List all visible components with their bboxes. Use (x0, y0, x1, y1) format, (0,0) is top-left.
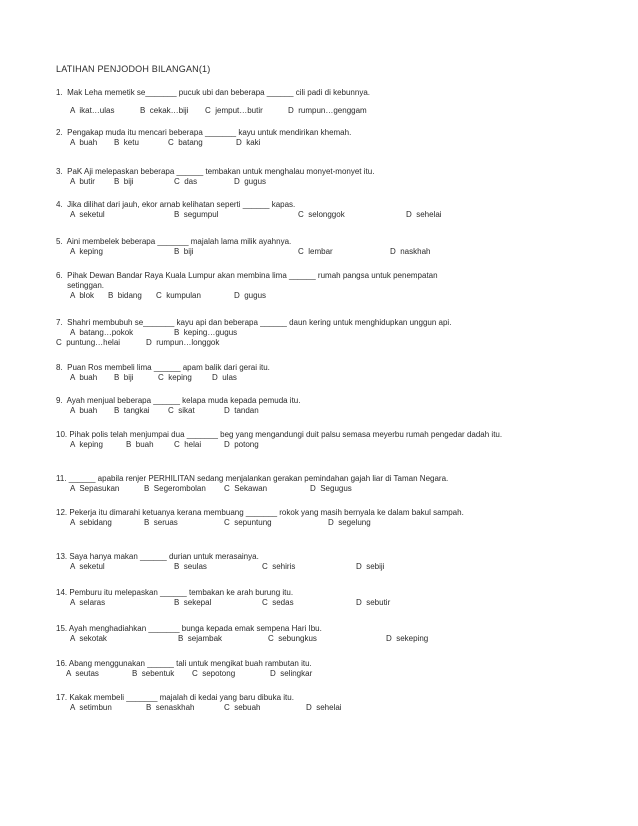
options (56, 484, 448, 494)
option-c: C sepotong (192, 669, 236, 678)
options (56, 210, 442, 220)
question-text: 9. Ayah menjual beberapa ______ kelapa muda kepada pemuda itu. (56, 396, 301, 405)
question-10 (56, 430, 522, 450)
question-text: 8. Puan Ros membeli lima ______ apam balik dari gerai itu. (56, 363, 270, 372)
options-row-2 (56, 338, 451, 348)
option-c: C sebuah (224, 703, 261, 712)
question-16 (56, 659, 312, 679)
option-c: C sikat (168, 406, 195, 415)
option-a: A selaras (70, 598, 106, 607)
option-b: B sekepal (174, 598, 212, 607)
option-d: D Segugus (310, 484, 352, 493)
option-a: A seutas (66, 669, 99, 678)
question-text: 3. PaK Aji melepaskan beberapa ______ tembakan untuk menghalau monyet-monyet itu. (56, 167, 375, 176)
options (56, 177, 374, 187)
options (56, 106, 370, 116)
question-6 (56, 271, 438, 301)
option-d: D sebutir (356, 598, 391, 607)
option-a: A buah (70, 138, 98, 147)
question-4 (56, 200, 442, 220)
question-text: 4. Jika dilihat dari jauh, ekor arnab kelihatan seperti ______ kapas. (56, 200, 296, 209)
option-a: A sekotak (70, 634, 107, 643)
options (56, 440, 522, 450)
option-c: C keping (158, 373, 192, 382)
question-text: 7. Shahri membubuh se_______ kayu api dan beberapa ______ daun kering untuk menghidupkan unggun api. (56, 318, 452, 327)
option-a: A blok (70, 291, 95, 300)
option-a: A batang…pokok (70, 328, 134, 337)
question-3 (56, 167, 374, 187)
option-b: B segumpul (174, 210, 219, 219)
option-a: A ikat…ulas (70, 106, 115, 115)
question-13 (56, 552, 385, 572)
option-b: B Segerombolan (144, 484, 206, 493)
option-a: A buah (70, 406, 98, 415)
option-b: B biji (114, 177, 134, 186)
question-2 (56, 128, 351, 148)
options (56, 669, 312, 679)
question-text: 1. Mak Leha memetik se_______ pucuk ubi dan beberapa ______ cili padi di kebunnya. (56, 88, 370, 97)
question-text: 16. Abang menggunakan ______ tali untuk mengikat buah rambutan itu. (56, 659, 312, 668)
options (56, 598, 391, 608)
option-c: C sebungkus (268, 634, 317, 643)
options (56, 291, 438, 301)
option-c: C helai (174, 440, 202, 449)
options (56, 328, 451, 338)
option-d: D potong (224, 440, 259, 449)
option-a: A seketul (70, 562, 105, 571)
option-d: D sehelai (406, 210, 442, 219)
question-1 (56, 88, 370, 116)
option-c: C sehiris (262, 562, 296, 571)
option-c: C kumpulan (156, 291, 201, 300)
option-a: A setimbun (70, 703, 112, 712)
option-b: B sejambak (178, 634, 223, 643)
option-d: D sebiji (356, 562, 385, 571)
question-5 (56, 237, 431, 257)
worksheet-title: LATIHAN PENJODOH BILANGAN(1) (56, 64, 211, 74)
option-c: C sepuntung (224, 518, 272, 527)
option-a: A butir (70, 177, 95, 186)
options (56, 634, 429, 644)
option-b: B ketu (114, 138, 139, 147)
option-b: B tangkai (114, 406, 150, 415)
question-text: 10. Pihak polis telah menjumpai dua _______ beg yang mengandungi duit palsu semasa meyerbu rumah pengedar dadah itu. (56, 430, 503, 439)
option-d: D sehelai (306, 703, 342, 712)
options (56, 247, 431, 257)
question-12 (56, 508, 522, 528)
option-d: D ulas (212, 373, 237, 382)
option-c: C puntung…helai (56, 338, 121, 347)
question-14 (56, 588, 391, 608)
question-11 (56, 474, 448, 494)
question-17 (56, 693, 342, 713)
option-a: A seketul (70, 210, 105, 219)
option-c: C Sekawan (224, 484, 268, 493)
option-b: B senaskhah (146, 703, 195, 712)
options (56, 703, 342, 713)
option-d: D sekeping (386, 634, 429, 643)
option-a: A Sepasukan (70, 484, 120, 493)
option-b: B seulas (174, 562, 207, 571)
option-b: B sebentuk (132, 669, 175, 678)
option-b: B buah (126, 440, 154, 449)
option-d: D gugus (234, 291, 267, 300)
options (56, 373, 270, 383)
option-b: B seruas (144, 518, 178, 527)
option-b: B biji (174, 247, 194, 256)
option-c: C batang (168, 138, 203, 147)
option-a: A buah (70, 373, 98, 382)
option-a: A keping (70, 440, 103, 449)
option-d: D naskhah (390, 247, 431, 256)
option-d: D selingkar (270, 669, 313, 678)
option-c: C selonggok (298, 210, 345, 219)
options (56, 562, 385, 572)
question-9 (56, 396, 300, 416)
question-text: 12. Pekerja itu dimarahi ketuanya kerana membuang _______ rokok yang masih bernyala ke dalam bakul sampah. (56, 508, 464, 517)
option-b: B biji (114, 373, 134, 382)
option-d: D tandan (224, 406, 259, 415)
option-d: D gugus (234, 177, 267, 186)
question-text: 13. Saya hanya makan ______ durian untuk merasainya. (56, 552, 259, 561)
question-text: 14. Pemburu itu melepaskan ______ tembakan ke arah burung itu. (56, 588, 294, 597)
option-b: B cekak…biji (140, 106, 189, 115)
option-d: D kaki (236, 138, 261, 147)
option-c: C lembar (298, 247, 333, 256)
question-text: 11. ______ apabila renjer PERHILITAN sedang menjalankan gerakan pemindahan gajah liar di Taman Negara. (56, 474, 449, 483)
question-7 (56, 318, 451, 348)
question-15 (56, 624, 429, 644)
options (56, 518, 522, 528)
option-c: C das (174, 177, 198, 186)
option-c: C jemput…butir (205, 106, 263, 115)
question-text: 15. Ayah menghadiahkan _______ bunga kepada emak sempena Hari Ibu. (56, 624, 322, 633)
question-text: 2. Pengakap muda itu mencari beberapa _______ kayu untuk mendirikan khemah. (56, 128, 352, 137)
options (56, 138, 351, 148)
option-b: B keping…gugus (174, 328, 238, 337)
question-text: 5. Aini membelek beberapa _______ majalah lama milik ayahnya. (56, 237, 292, 246)
option-d: D rumpun…longgok (146, 338, 220, 347)
option-a: A keping (70, 247, 103, 256)
options (56, 406, 300, 416)
question-text: 6. Pihak Dewan Bandar Raya Kuala Lumpur akan membina lima ______ rumah pangsa untuk penempatan (56, 271, 438, 280)
option-a: A sebidang (70, 518, 112, 527)
question-text-continued: setinggan. (56, 281, 105, 290)
option-d: D segelung (328, 518, 371, 527)
question-8 (56, 363, 270, 383)
question-text: 17. Kakak membeli _______ majalah di kedai yang baru dibuka itu. (56, 693, 294, 702)
option-b: B bidang (108, 291, 142, 300)
option-c: C sedas (262, 598, 294, 607)
option-d: D rumpun…genggam (288, 106, 367, 115)
